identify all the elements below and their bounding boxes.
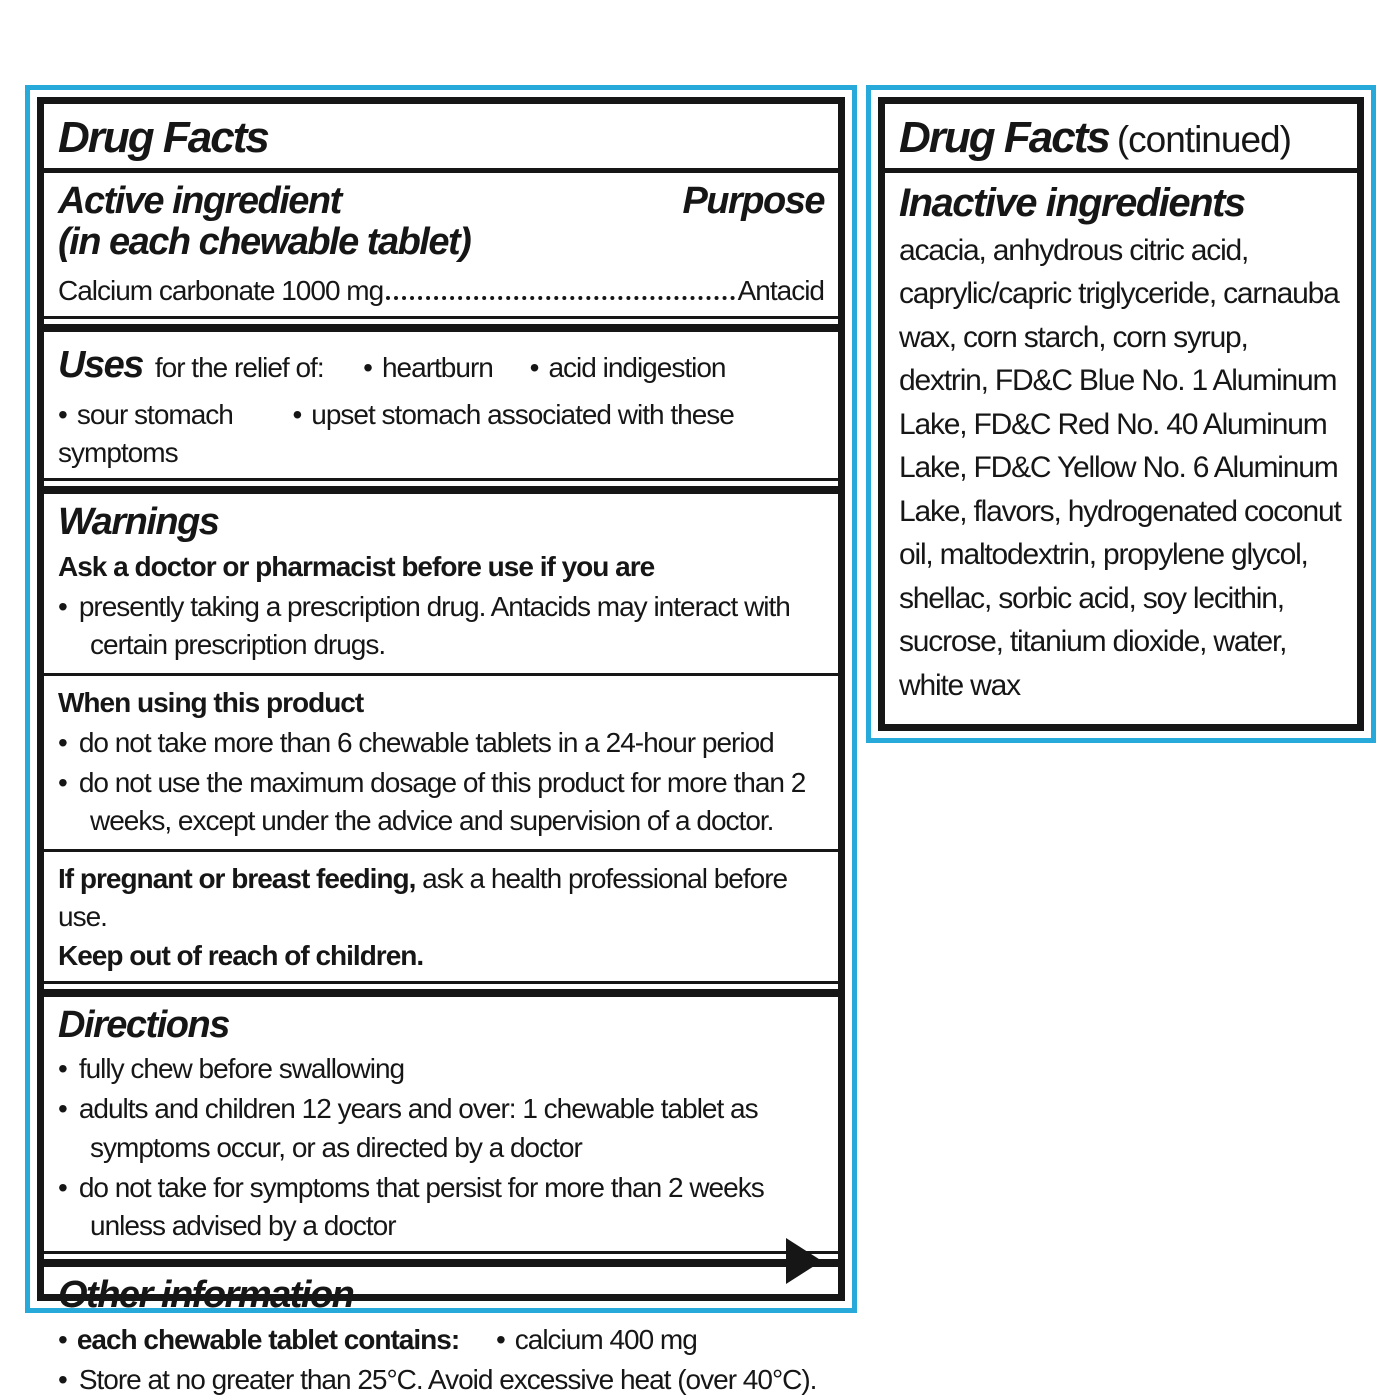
when-using-bullet: • do not take more than 6 chewable tablets in a 24-hour period	[58, 727, 774, 759]
purpose-heading: Purpose	[682, 179, 824, 222]
section-separator	[44, 981, 838, 997]
section-separator	[44, 316, 838, 332]
directions-bullet: • fully chew before swallowing	[58, 1053, 405, 1085]
subsection-rule	[44, 673, 838, 676]
inactive-ingredients-section	[899, 181, 1343, 708]
inactive-ingredients-heading: Inactive ingredients	[899, 180, 1245, 225]
uses-intro: for the relief of:	[154, 352, 324, 384]
bullet-dot: •	[58, 590, 67, 622]
directions-section	[58, 1005, 824, 1245]
warnings-bullet: • presently taking a prescription drug. Antacids may interact with certain prescription drugs.	[58, 590, 790, 660]
when-using-heading: When using this product	[58, 687, 364, 719]
bullet-dot: •	[529, 352, 539, 384]
title-rule	[44, 168, 838, 173]
ask-doctor-heading: Ask a doctor or pharmacist before use if you are	[58, 550, 655, 582]
uses-item: • heartburn	[363, 352, 493, 384]
drug-facts-panel-inner	[37, 97, 845, 1395]
uses-item: • sour stomach	[58, 398, 233, 430]
bullet-dot: •	[495, 1323, 505, 1355]
directions-bullet: • adults and children 12 years and over: 1 chewable tablet as symptoms occur, or as directed by a doctor	[58, 1093, 758, 1163]
bullet-dot: •	[58, 398, 67, 430]
bullet-dot: •	[58, 1053, 67, 1085]
uses-item: • upset stomach associated with these symptoms	[58, 398, 734, 468]
active-ingredient-heading-line2: (in each chewable tablet)	[58, 221, 471, 264]
bullet-dot: •	[58, 1171, 67, 1203]
uses-section	[58, 340, 824, 472]
panel-title: Drug Facts	[58, 113, 268, 162]
keep-out-warning: Keep out of reach of children.	[58, 939, 424, 971]
bullet-dot: •	[363, 352, 372, 384]
pregnant-warning: If pregnant or breast feeding, ask a health professional before use.	[58, 863, 788, 933]
directions-heading: Directions	[58, 1003, 229, 1046]
bullet-dot: •	[292, 398, 302, 430]
dotted-leader	[386, 274, 734, 300]
section-separator	[44, 478, 838, 494]
title-rule	[885, 168, 1357, 173]
active-ingredient-section	[58, 181, 824, 311]
bullet-dot: •	[58, 767, 67, 799]
bullet-dot: •	[58, 1093, 67, 1125]
storage-line: • Store at no greater than 25°C. Avoid excessive heat (over 40°C).	[58, 1363, 817, 1395]
panel-title: Drug Facts (continued)	[899, 113, 1291, 162]
directions-bullet: • do not take for symptoms that persist for more than 2 weeks unless advised by a doctor	[58, 1171, 764, 1241]
warnings-heading: Warnings	[58, 501, 219, 544]
subsection-rule	[44, 849, 838, 852]
uses-heading: Uses	[58, 344, 143, 387]
drug-facts-panel	[25, 85, 857, 1395]
other-information-section	[58, 1275, 824, 1399]
bullet-dot: •	[58, 1323, 67, 1355]
drug-facts-continued-panel	[866, 85, 1376, 743]
continue-arrow-icon	[786, 1238, 822, 1284]
purpose-value: Antacid	[737, 275, 824, 307]
bullet-dot: •	[58, 727, 67, 759]
bullet-dot: •	[58, 1363, 67, 1395]
panel-title-suffix: (continued)	[1116, 119, 1291, 160]
warnings-section	[58, 502, 824, 975]
ingredient-name: Calcium carbonate 1000 mg	[58, 275, 384, 307]
tablet-contains-line: • each chewable tablet contains: • calcium 400 mg	[58, 1323, 697, 1355]
when-using-bullet: • do not use the maximum dosage of this product for more than 2 weeks, except under the advice and supervision of a doctor.	[58, 767, 806, 837]
section-separator	[44, 1251, 838, 1267]
uses-item: • acid indigestion	[529, 352, 726, 384]
drug-facts-continued-panel-inner	[878, 97, 1364, 731]
inactive-ingredients-list: acacia, anhydrous citric acid, caprylic/capric triglyceride, carnauba wax, corn starch, corn syrup, dextrin, FD&C Blue No. 1 Aluminum Lake, FD&C Red No. 40 Aluminum Lake, FD&C Yellow No. 6 Aluminum Lake, flavors, hydrogenated coconut oil, maltodextrin, propylene glycol, shellac, sorbic acid, soy lecithin, sucrose, titanium dioxide, water, white wax	[899, 233, 1341, 702]
other-information-heading: Other information	[58, 1273, 354, 1316]
active-ingredient-heading: Active ingredient	[58, 179, 341, 222]
